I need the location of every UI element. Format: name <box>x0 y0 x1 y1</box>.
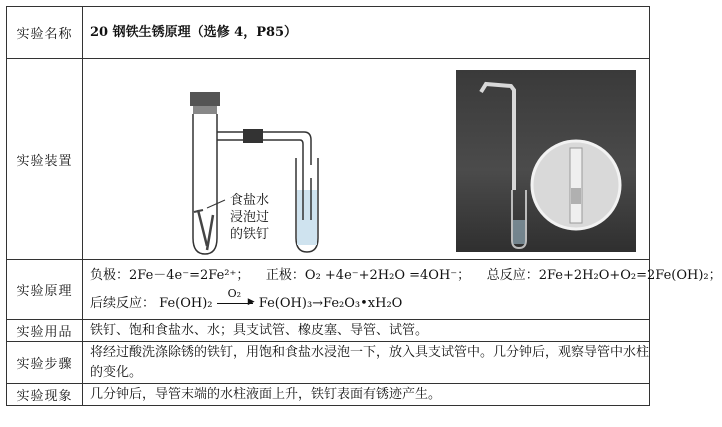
row-phenomenon <box>7 384 650 406</box>
apparatus-cell <box>83 59 650 260</box>
experiment-table <box>6 6 722 406</box>
annotation-line-1: 食盐水 <box>230 192 270 208</box>
label-name: 实验名称 <box>7 7 83 59</box>
iron-nail <box>198 210 207 246</box>
total-label: 总反应： <box>486 267 539 283</box>
materials-text: 铁钉、饱和食盐水、水；具支试管、橡皮塞、导管、试管。 <box>83 320 650 342</box>
row-name <box>7 7 650 59</box>
label-principle: 实验原理 <box>7 260 83 320</box>
row-principle <box>7 260 650 320</box>
negative-label: 负极： <box>90 267 130 283</box>
apparatus-photo <box>456 70 636 252</box>
label-steps: 实验步骤 <box>7 342 83 384</box>
apparatus-diagram <box>83 60 383 259</box>
follow-reaction-line <box>90 287 649 314</box>
negative-equation: 2Fe－4e⁻=2Fe²⁺； <box>129 267 250 283</box>
annotation-line-3: 的铁钉 <box>230 226 270 242</box>
principle-cell <box>83 260 722 320</box>
annotation-line-2: 浸泡过 <box>230 209 270 225</box>
rubber-connector <box>243 129 263 143</box>
row-materials <box>7 320 650 342</box>
delivery-tube <box>217 132 311 165</box>
experiment-title: 20 钢铁生锈原理（选修 4，P85） <box>83 7 650 59</box>
label-apparatus: 实验装置 <box>7 59 83 260</box>
steps-text: 将经过酸洗涤除锈的铁钉，用饱和食盐水浸泡一下，放入具支试管中。几分钟后，观察导管中水柱的变化。 <box>83 342 650 384</box>
rubber-stopper <box>190 92 220 106</box>
row-steps <box>7 342 650 384</box>
follow-reactant: Fe(OH)₂ <box>159 295 213 311</box>
row-apparatus <box>7 59 650 260</box>
label-phenomenon: 实验现象 <box>7 384 83 406</box>
phenomenon-text: 几分钟后，导管末端的水柱液面上升，铁钉表面有锈迹产生。 <box>83 384 650 406</box>
positive-equation: O₂ +4e⁻+2H₂O =4OH⁻； <box>304 267 471 283</box>
follow-product: Fe(OH)₃→Fe₂O₃•xH₂O <box>258 295 403 311</box>
reaction-arrow: O₂ ▶ <box>217 296 255 310</box>
water <box>297 190 317 245</box>
positive-label: 正极： <box>265 267 305 283</box>
reaction-condition: O₂ <box>227 287 242 300</box>
follow-label: 后续反应： <box>90 295 156 311</box>
half-reactions-line <box>90 266 722 286</box>
total-equation: 2Fe+2H₂O+O₂=2Fe(OH)₂； <box>538 267 722 283</box>
label-materials: 实验用品 <box>7 320 83 342</box>
